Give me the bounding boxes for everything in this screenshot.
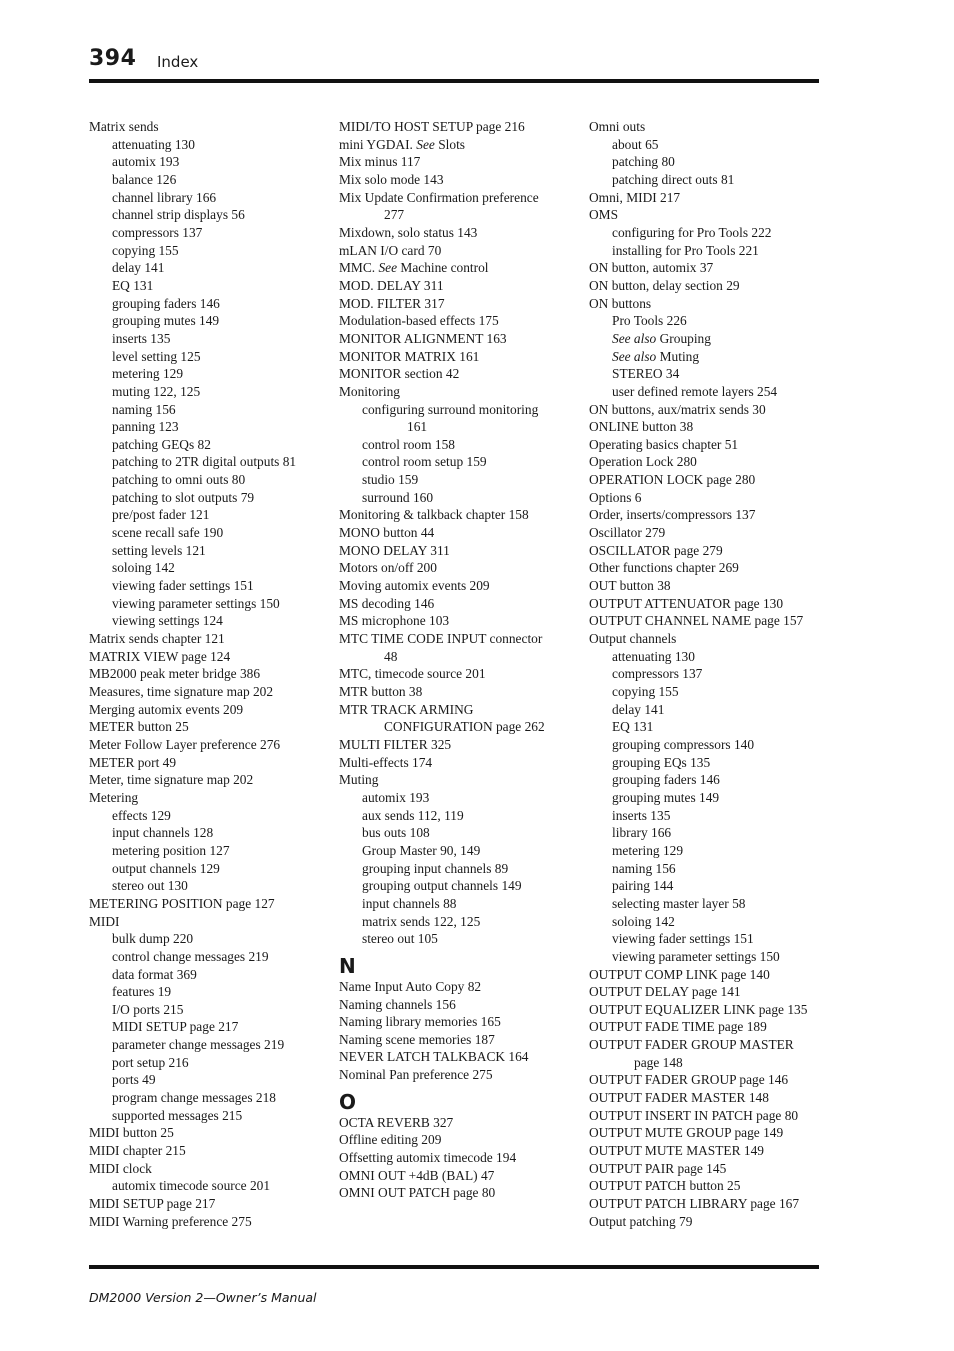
index-entry: MONITOR MATRIX 161 xyxy=(339,348,480,364)
index-subentry: input channels 128 xyxy=(112,825,214,841)
index-subentry: stereo out 105 xyxy=(362,931,438,947)
index-subentry: viewing fader settings 151 xyxy=(112,578,254,594)
index-entry: Monitoring & talkback chapter 158 xyxy=(339,507,529,523)
index-entry: ON button, automix 37 xyxy=(589,260,714,276)
index-letter-heading: N xyxy=(339,953,356,978)
index-entry: Name Input Auto Copy 82 xyxy=(339,978,482,994)
index-subentry: control change messages 219 xyxy=(112,948,269,964)
index-entry: MIDI Warning preference 275 xyxy=(89,1213,252,1229)
index-entry-continuation: page 148 xyxy=(634,1054,683,1070)
index-entry: Nominal Pan preference 275 xyxy=(339,1067,493,1083)
index-subentry: STEREO 34 xyxy=(612,366,680,382)
index-subentry: program change messages 218 xyxy=(112,1090,276,1106)
index-subentry: bus outs 108 xyxy=(362,825,430,841)
see-reference: See xyxy=(378,260,398,276)
index-entry: Muting xyxy=(339,772,379,788)
index-subentry: matrix sends 122, 125 xyxy=(362,913,481,929)
index-entry: OCTA REVERB 327 xyxy=(339,1114,454,1130)
index-subentry: Pro Tools 226 xyxy=(612,313,687,329)
index-subentry: EQ 131 xyxy=(112,277,154,293)
index-entry: OUTPUT MUTE GROUP page 149 xyxy=(589,1125,784,1141)
index-entry: MS microphone 103 xyxy=(339,613,450,629)
index-subentry: data format 369 xyxy=(112,966,197,982)
index-entry: NEVER LATCH TALKBACK 164 xyxy=(339,1049,529,1065)
index-subentry: surround 160 xyxy=(362,489,434,505)
index-entry xyxy=(339,136,579,154)
index-entry: Operating basics chapter 51 xyxy=(589,436,739,452)
index-subentry: configuring surround monitoring xyxy=(362,401,539,417)
index-entry: Mix minus 117 xyxy=(339,154,421,170)
index-subentry: metering 129 xyxy=(612,842,684,858)
index-entry: Operation Lock 280 xyxy=(589,454,697,470)
index-entry: OUTPUT FADER MASTER 148 xyxy=(589,1090,769,1106)
index-subentry: attenuating 130 xyxy=(112,136,195,152)
index-entry: METER button 25 xyxy=(89,719,189,735)
index-subentry: patching GEQs 82 xyxy=(112,436,211,452)
index-subentry: viewing parameter settings 150 xyxy=(112,595,280,611)
index-entry: Motors on/off 200 xyxy=(339,560,437,576)
index-entry: Mixdown, solo status 143 xyxy=(339,224,478,240)
index-subentry: automix 193 xyxy=(112,154,180,170)
index-entry: MONO button 44 xyxy=(339,525,435,541)
index-subentry: patching 80 xyxy=(612,154,675,170)
index-entry: MS decoding 146 xyxy=(339,595,435,611)
index-entry: Mix solo mode 143 xyxy=(339,171,444,187)
index-subentry: metering 129 xyxy=(112,366,184,382)
index-entry: OPERATION LOCK page 280 xyxy=(589,472,756,488)
index-subentry: soloing 142 xyxy=(112,560,175,576)
index-subentry: patching to slot outputs 79 xyxy=(112,489,255,505)
index-subentry: panning 123 xyxy=(112,419,179,435)
index-subentry: grouping input channels 89 xyxy=(362,860,509,876)
index-subentry: output channels 129 xyxy=(112,860,220,876)
index-subentry: stereo out 130 xyxy=(112,878,188,894)
index-subentry: automix 193 xyxy=(362,789,430,805)
index-subentry: EQ 131 xyxy=(612,719,654,735)
index-subentry: patching to omni outs 80 xyxy=(112,472,246,488)
index-entry: OUTPUT PAIR page 145 xyxy=(589,1160,727,1176)
index-entry: Offsetting automix timecode 194 xyxy=(339,1150,517,1166)
see-reference: See xyxy=(416,136,435,152)
index-subentry: supported messages 215 xyxy=(112,1107,243,1123)
index-entry: MONITOR ALIGNMENT 163 xyxy=(339,330,507,346)
entry-target: Muting xyxy=(659,348,700,364)
index-letter-heading: O xyxy=(339,1089,357,1114)
index-subentry: parameter change messages 219 xyxy=(112,1037,285,1053)
index-entry: Matrix sends xyxy=(89,119,159,134)
index-entry: MATRIX VIEW page 124 xyxy=(89,648,231,664)
index-subentry: studio 159 xyxy=(362,472,419,488)
index-entry: mLAN I/O card 70 xyxy=(339,242,442,258)
index-entry: OUTPUT ATTENUATOR page 130 xyxy=(589,595,784,611)
index-subentry: scene recall safe 190 xyxy=(112,525,224,541)
index-entry: OUTPUT MUTE MASTER 149 xyxy=(589,1143,764,1159)
index-entry: MTR button 38 xyxy=(339,684,423,699)
index-entry: MB2000 peak meter bridge 386 xyxy=(89,666,261,682)
index-subentry: pairing 144 xyxy=(612,878,674,894)
index-subentry: compressors 137 xyxy=(112,224,203,240)
index-entry: MIDI clock xyxy=(89,1160,152,1176)
index-column-1 xyxy=(89,118,329,1230)
index-entry: Omni, MIDI 217 xyxy=(589,189,681,205)
index-subentry: naming 156 xyxy=(612,860,676,876)
index-entry: Naming library memories 165 xyxy=(339,1014,501,1030)
index-subentry: viewing settings 124 xyxy=(112,613,223,629)
index-entry: Monitoring xyxy=(339,383,401,399)
index-entry: Multi-effects 174 xyxy=(339,754,433,770)
page-header xyxy=(89,44,819,84)
index-entry: OUTPUT FADER GROUP page 146 xyxy=(589,1072,789,1088)
index-subentry: soloing 142 xyxy=(612,913,675,929)
index-entry-continuation: 277 xyxy=(384,207,405,223)
index-entry: OUTPUT COMP LINK page 140 xyxy=(589,966,770,982)
index-subentry: compressors 137 xyxy=(612,666,703,682)
index-entry: Naming scene memories 187 xyxy=(339,1031,495,1047)
index-entry: ON buttons xyxy=(589,295,652,311)
index-entry: Order, inserts/compressors 137 xyxy=(589,507,756,523)
index-subentry: grouping faders 146 xyxy=(112,295,220,311)
index-entry: MONO DELAY 311 xyxy=(339,542,450,558)
index-column-3 xyxy=(589,118,829,1230)
index-subentry: patching direct outs 81 xyxy=(612,171,735,187)
index-entry: MOD. DELAY 311 xyxy=(339,277,444,293)
index-entry: Metering xyxy=(89,789,139,805)
index-subentry: grouping compressors 140 xyxy=(612,736,755,752)
index-subentry: pre/post fader 121 xyxy=(112,507,210,523)
entry-term: mini YGDAI. xyxy=(339,136,413,152)
index-entry: MTR TRACK ARMING xyxy=(339,701,474,717)
entry-target: Machine control xyxy=(400,260,489,276)
index-entry: OUT button 38 xyxy=(589,578,671,594)
index-subentry: MIDI SETUP page 217 xyxy=(112,1019,239,1035)
index-entry: Moving automix events 209 xyxy=(339,578,490,594)
index-subentry: naming 156 xyxy=(112,401,176,417)
index-subentry: I/O ports 215 xyxy=(112,1001,184,1017)
index-subentry: patching to 2TR digital outputs 81 xyxy=(112,454,297,470)
section-title: Index xyxy=(157,53,199,71)
index-entry: Naming channels 156 xyxy=(339,996,456,1012)
entry-target: Grouping xyxy=(659,330,711,346)
entry-target: Slots xyxy=(438,136,465,152)
index-subentry: inserts 135 xyxy=(612,807,671,823)
index-subentry: control room 158 xyxy=(362,436,455,452)
index-entry: ON button, delay section 29 xyxy=(589,277,740,293)
index-entry: OUTPUT PATCH button 25 xyxy=(589,1178,741,1194)
index-entry: Modulation-based effects 175 xyxy=(339,313,499,329)
index-subentry: input channels 88 xyxy=(362,895,457,911)
index-subentry: grouping mutes 149 xyxy=(112,313,220,329)
index-entry: METER port 49 xyxy=(89,754,177,770)
index-subentry: selecting master layer 58 xyxy=(612,895,746,911)
index-subentry: attenuating 130 xyxy=(612,648,695,664)
index-subentry: viewing parameter settings 150 xyxy=(612,948,780,964)
index-subentry: grouping EQs 135 xyxy=(612,754,711,770)
index-entry: Merging automix events 209 xyxy=(89,701,244,717)
index-subentry: about 65 xyxy=(612,136,659,152)
index-entry: MIDI SETUP page 217 xyxy=(89,1196,216,1212)
index-subentry: port setup 216 xyxy=(112,1054,189,1070)
index-column-2 xyxy=(339,118,579,1202)
index-subentry: balance 126 xyxy=(112,171,177,187)
index-entry: MONITOR section 42 xyxy=(339,366,460,382)
index-entry: MTC TIME CODE INPUT connector xyxy=(339,631,543,647)
index-subentry: level setting 125 xyxy=(112,348,201,364)
index-subentry xyxy=(589,348,829,366)
index-subentry: Group Master 90, 149 xyxy=(362,842,481,858)
index-entry: Measures, time signature map 202 xyxy=(89,684,274,699)
index-entry: OMNI OUT PATCH page 80 xyxy=(339,1185,496,1201)
index-entry: OUTPUT INSERT IN PATCH page 80 xyxy=(589,1107,799,1123)
index-entry: MOD. FILTER 317 xyxy=(339,295,445,311)
index-entry: OUTPUT CHANNEL NAME page 157 xyxy=(589,613,804,629)
index-entry: Oscillator 279 xyxy=(589,525,666,541)
index-entry: OMS xyxy=(589,207,619,223)
index-entry: Matrix sends chapter 121 xyxy=(89,631,225,647)
index-entry: MIDI button 25 xyxy=(89,1125,174,1141)
index-entry: MTC, timecode source 201 xyxy=(339,666,486,682)
index-subentry: metering position 127 xyxy=(112,842,230,858)
page-number: 394 xyxy=(89,46,137,71)
index-subentry: grouping faders 146 xyxy=(612,772,720,788)
index-entry: Offline editing 209 xyxy=(339,1132,442,1148)
index-subentry: channel strip displays 56 xyxy=(112,207,245,223)
index-entry: MIDI/TO HOST SETUP page 216 xyxy=(339,119,525,134)
index-entry: MIDI chapter 215 xyxy=(89,1143,186,1159)
index-subentry: copying 155 xyxy=(112,242,179,258)
index-entry: ON buttons, aux/matrix sends 30 xyxy=(589,401,766,417)
page-footer: DM2000 Version 2—Owner’s Manual xyxy=(89,1290,317,1305)
index-entry: Options 6 xyxy=(589,489,642,505)
index-entry-continuation: 161 xyxy=(407,419,428,435)
index-subentry: installing for Pro Tools 221 xyxy=(612,242,759,258)
index-entry-continuation: CONFIGURATION page 262 xyxy=(384,719,545,735)
footer-rule xyxy=(89,1265,819,1269)
index-entry: Meter, time signature map 202 xyxy=(89,772,254,788)
index-subentry: ports 49 xyxy=(112,1072,156,1088)
index-subentry: bulk dump 220 xyxy=(112,931,194,947)
index-entry: OUTPUT EQUALIZER LINK page 135 xyxy=(589,1001,808,1017)
index-entry: Output patching 79 xyxy=(589,1213,693,1229)
index-subentry: inserts 135 xyxy=(112,330,171,346)
see-also-reference: See also xyxy=(612,348,657,364)
index-subentry: delay 141 xyxy=(612,701,665,717)
index-entry: OMNI OUT +4dB (BAL) 47 xyxy=(339,1167,495,1183)
index-entry xyxy=(339,259,579,277)
index-subentry: features 19 xyxy=(112,984,172,1000)
index-entry: Mix Update Confirmation preference xyxy=(339,189,539,205)
entry-term: MMC. xyxy=(339,260,376,276)
index-entry: Meter Follow Layer preference 276 xyxy=(89,736,281,752)
index-entry: OUTPUT DELAY page 141 xyxy=(589,984,741,1000)
index-subentry xyxy=(589,330,829,348)
index-entry: MIDI xyxy=(89,913,120,929)
index-entry-continuation: 48 xyxy=(384,648,398,664)
index-subentry: delay 141 xyxy=(112,260,165,276)
index-subentry: aux sends 112, 119 xyxy=(362,807,464,823)
index-entry: METERING POSITION page 127 xyxy=(89,895,275,911)
index-entry: Other functions chapter 269 xyxy=(589,560,739,576)
index-entry: OUTPUT PATCH LIBRARY page 167 xyxy=(589,1196,800,1212)
index-subentry: library 166 xyxy=(612,825,672,841)
index-subentry: muting 122, 125 xyxy=(112,383,201,399)
index-subentry: user defined remote layers 254 xyxy=(612,383,778,399)
index-subentry: configuring for Pro Tools 222 xyxy=(612,224,772,240)
index-subentry: grouping mutes 149 xyxy=(612,789,720,805)
index-entry: OUTPUT FADER GROUP MASTER xyxy=(589,1037,794,1053)
see-also-reference: See also xyxy=(612,330,657,346)
index-subentry: automix timecode source 201 xyxy=(112,1178,271,1194)
index-entry: Omni outs xyxy=(589,119,646,134)
index-entry: OSCILLATOR page 279 xyxy=(589,542,723,558)
index-subentry: effects 129 xyxy=(112,807,171,823)
index-entry: Output channels xyxy=(589,631,677,647)
header-rule xyxy=(89,79,819,83)
index-subentry: grouping output channels 149 xyxy=(362,878,522,894)
index-subentry: copying 155 xyxy=(612,684,679,699)
index-entry: OUTPUT FADE TIME page 189 xyxy=(589,1019,767,1035)
index-entry: ONLINE button 38 xyxy=(589,419,694,435)
index-subentry: viewing fader settings 151 xyxy=(612,931,754,947)
index-subentry: setting levels 121 xyxy=(112,542,206,558)
index-subentry: control room setup 159 xyxy=(362,454,487,470)
index-entry: MULTI FILTER 325 xyxy=(339,736,452,752)
index-subentry: channel library 166 xyxy=(112,189,217,205)
